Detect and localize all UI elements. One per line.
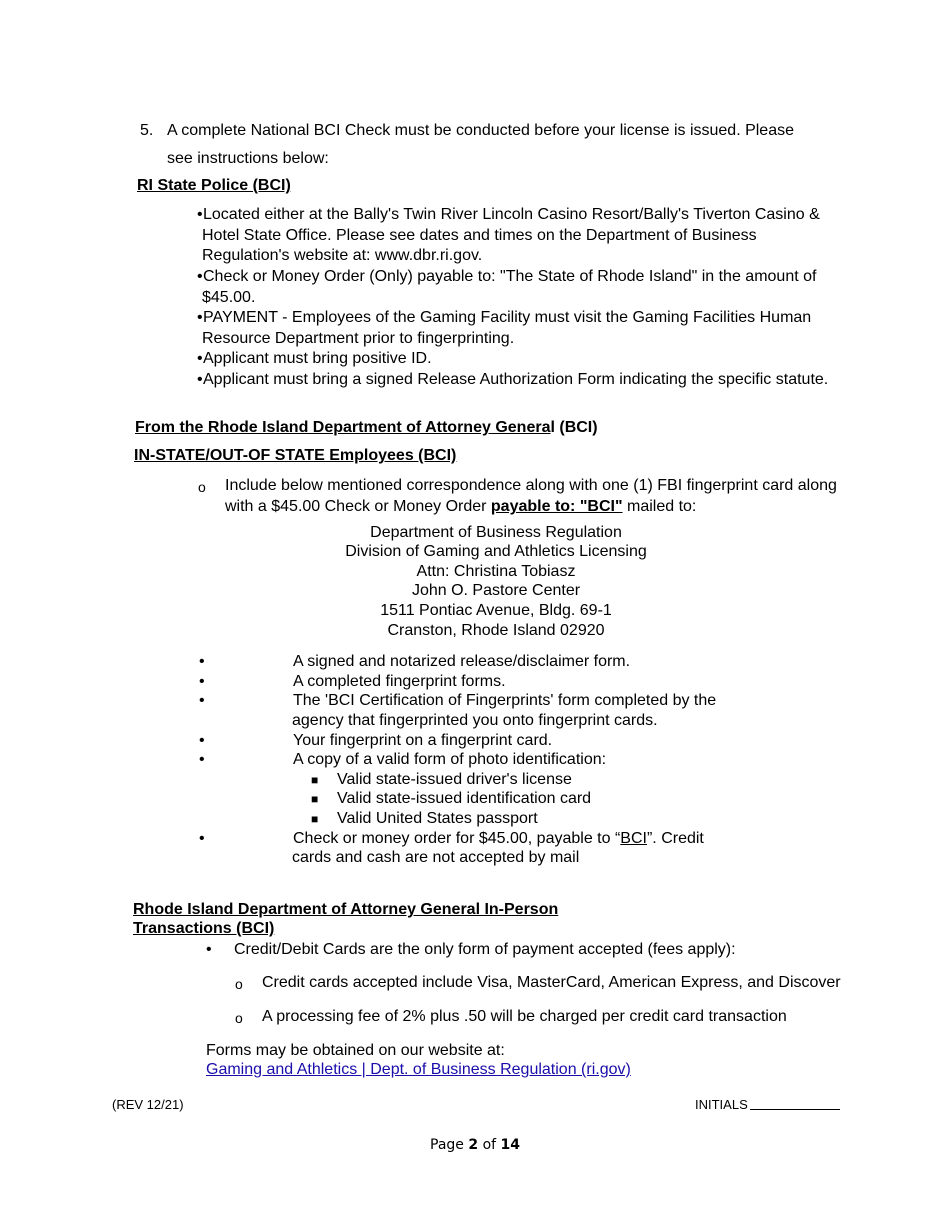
check-post: ”. Credit bbox=[646, 830, 704, 847]
police-line: Hotel State Office. Please see dates and times on the Department of Business bbox=[202, 227, 757, 244]
police-line: Applicant must bring a signed Release Authorization Form indicating the specific statute. bbox=[203, 371, 829, 388]
revision-label: (REV 12/21) bbox=[112, 1097, 184, 1112]
page-of: of bbox=[482, 1137, 497, 1153]
page-total: 14 bbox=[500, 1137, 520, 1153]
police-line: Resource Department prior to fingerprinting. bbox=[202, 330, 515, 347]
in-person-heading-line1: Rhode Island Department of Attorney General In-Person bbox=[133, 901, 559, 918]
police-line: Located either at the Bally's Twin River Lincoln Casino Resort/Bally's Tiverton Casino & bbox=[203, 206, 820, 223]
list-bullet: • bbox=[199, 751, 205, 768]
list-item: agency that fingerprinted you onto fingerprint cards. bbox=[292, 712, 658, 729]
page-current: 2 bbox=[468, 1137, 479, 1153]
id-type: Valid state-issued driver's license bbox=[337, 771, 572, 788]
forms-text: Forms may be obtained on our website at: bbox=[206, 1042, 505, 1059]
police-line: PAYMENT - Employees of the Gaming Facility must visit the Gaming Facilities Human bbox=[203, 309, 812, 326]
item-number: 5. bbox=[140, 122, 154, 139]
list-bullet: • bbox=[199, 692, 205, 709]
item5-line1: A complete National BCI Check must be conducted before your license is issued. Please bbox=[167, 122, 794, 139]
in-person-heading-line2: Transactions (BCI) bbox=[133, 920, 275, 937]
initials-line[interactable] bbox=[750, 1109, 840, 1110]
address-line: John O. Pastore Center bbox=[411, 582, 581, 599]
list-bullet: • bbox=[206, 941, 212, 958]
attorney-general-heading bbox=[135, 418, 598, 438]
cards-accepted: Credit cards accepted include Visa, MasterCard, American Express, and Discover bbox=[262, 974, 841, 991]
police-line: Check or Money Order (Only) payable to: "The State of Rhode Island" in the amount of bbox=[203, 268, 817, 285]
id-type: Valid United States passport bbox=[337, 810, 538, 827]
page-word: Page bbox=[430, 1137, 464, 1153]
initials-label: INITIALS bbox=[695, 1097, 748, 1112]
in-state-heading: IN-STATE/OUT-OF STATE Employees (BCI) bbox=[134, 447, 457, 464]
check-pre: Check or money order for $45.00, payable to “ bbox=[293, 830, 621, 847]
list-item: Your fingerprint on a fingerprint card. bbox=[293, 732, 553, 749]
list-item: A copy of a valid form of photo identification: bbox=[293, 751, 607, 768]
police-line: $45.00. bbox=[202, 289, 256, 306]
police-line: Regulation's website at: www.dbr.ri.gov. bbox=[202, 247, 483, 264]
list-item: A completed fingerprint forms. bbox=[293, 673, 506, 690]
police-bullet: • bbox=[197, 371, 203, 388]
circle-bullet: o bbox=[235, 976, 243, 992]
ri-state-police-heading: RI State Police (BCI) bbox=[137, 177, 291, 194]
address-line: Attn: Christina Tobiasz bbox=[416, 563, 576, 580]
include-line1: Include below mentioned correspondence along with one (1) FBI fingerprint card along bbox=[225, 477, 837, 494]
check-line1 bbox=[293, 829, 704, 849]
include-line2-pre: with a $45.00 Check or Money Order bbox=[225, 498, 491, 515]
square-bullet: ■ bbox=[311, 792, 319, 806]
include-line2 bbox=[225, 497, 696, 517]
page-number bbox=[375, 1135, 575, 1155]
address-line: Cranston, Rhode Island 02920 bbox=[387, 622, 605, 639]
item5-line2: see instructions below: bbox=[167, 150, 329, 167]
credit-line: Credit/Debit Cards are the only form of payment accepted (fees apply): bbox=[234, 941, 736, 958]
list-bullet: • bbox=[199, 732, 205, 749]
police-bullet: • bbox=[197, 206, 203, 223]
list-item: A signed and notarized release/disclaimer form. bbox=[293, 653, 631, 670]
police-bullet: • bbox=[197, 309, 203, 326]
forms-link[interactable]: Gaming and Athletics | Dept. of Business Regulation (ri.gov) bbox=[206, 1061, 631, 1078]
fee-line: A processing fee of 2% plus .50 will be charged per credit card transaction bbox=[262, 1008, 787, 1025]
address-line: Division of Gaming and Athletics Licensing bbox=[345, 543, 647, 560]
square-bullet: ■ bbox=[311, 812, 319, 826]
square-bullet: ■ bbox=[311, 773, 319, 787]
address-line: Department of Business Regulation bbox=[370, 524, 622, 541]
list-bullet: • bbox=[199, 653, 205, 670]
payable-to-bci: payable to: "BCI" bbox=[490, 498, 623, 515]
circle-bullet: o bbox=[235, 1010, 243, 1026]
id-type: Valid state-issued identification card bbox=[337, 790, 592, 807]
list-item: The 'BCI Certification of Fingerprints' form completed by the bbox=[293, 692, 717, 709]
list-bullet: • bbox=[199, 673, 205, 690]
include-line2-post: mailed to: bbox=[622, 498, 697, 515]
police-bullet: • bbox=[197, 268, 203, 285]
list-bullet: • bbox=[199, 830, 205, 847]
police-bullet: • bbox=[197, 350, 203, 367]
police-line: Applicant must bring positive ID. bbox=[203, 350, 432, 367]
attorney-general-heading-rest: l (BCI) bbox=[550, 419, 598, 436]
bci-link[interactable]: BCI bbox=[620, 830, 647, 847]
address-line: 1511 Pontiac Avenue, Bldg. 69-1 bbox=[380, 602, 612, 619]
check-line2: cards and cash are not accepted by mail bbox=[292, 849, 580, 866]
circle-bullet: o bbox=[198, 479, 206, 495]
attorney-general-heading-underlined: From the Rhode Island Department of Attorney Genera bbox=[135, 419, 551, 436]
